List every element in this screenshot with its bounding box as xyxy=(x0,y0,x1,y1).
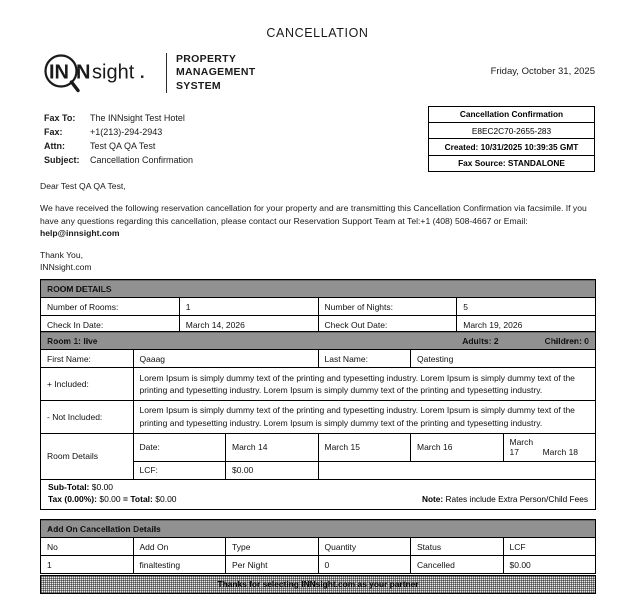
addon-col-addon: Add On xyxy=(133,538,226,556)
fax-number-label: Fax: xyxy=(44,127,63,137)
logo-tagline-line1: PROPERTY xyxy=(176,53,237,65)
rate-date-2: March 15 xyxy=(318,433,411,461)
subject-row xyxy=(44,153,193,167)
addon-table xyxy=(40,519,596,574)
room-children: Children: 0 xyxy=(544,335,589,346)
room-section xyxy=(40,331,596,510)
letter-body xyxy=(40,180,597,273)
room-table xyxy=(40,331,596,480)
letter-paragraph-text: We have received the following reservation cancellation for your property and are transmitting this Cancellation Confirmation via facsimile. If you have any questions regarding this cancellation, please contact our Reservation Support Team at Tel:+1 (408) 508-4667 or Email: xyxy=(40,203,587,226)
addon-section xyxy=(40,519,596,574)
letter-salutation: Dear Test QA QA Test, xyxy=(40,181,126,191)
letter-signature: INNsight.com xyxy=(40,262,92,273)
addon-col-lcf: LCF xyxy=(503,538,596,556)
addon-column-header-row xyxy=(41,538,596,556)
rate-date-3: March 16 xyxy=(411,433,504,461)
room-heading: Room 1: live xyxy=(47,335,98,346)
confirmation-box xyxy=(428,106,595,172)
svg-text:sight: sight xyxy=(92,61,135,84)
total-label: Total: xyxy=(130,493,153,504)
rates-note xyxy=(422,494,588,505)
number-of-nights-value: 5 xyxy=(457,298,596,316)
totals-left xyxy=(48,482,177,505)
tax-value: $0.00 xyxy=(99,493,121,504)
table-row xyxy=(41,368,596,401)
confirmation-heading: Cancellation Confirmation xyxy=(429,107,594,123)
sub-total-label: Sub-Total: xyxy=(48,482,90,493)
room-heading-cell xyxy=(41,332,596,350)
first-name-value: Qaaag xyxy=(133,350,318,368)
sub-total-line xyxy=(48,482,177,494)
table-row xyxy=(41,298,596,316)
confirmation-fax-source: Fax Source: STANDALONE xyxy=(458,157,565,168)
innsight-logo xyxy=(40,52,255,96)
subject-label: Subject: xyxy=(44,155,80,165)
check-in-date-value: March 14, 2026 xyxy=(179,316,318,334)
addon-header-row xyxy=(41,520,596,538)
letter-paragraph xyxy=(40,202,597,239)
room-details-section xyxy=(40,279,596,334)
addon-col-status: Status xyxy=(411,538,504,556)
confirmation-created: Created: 10/31/2025 10:39:35 GMT xyxy=(429,139,594,155)
svg-text:IN: IN xyxy=(49,61,69,84)
letter-thanks: Thank You, xyxy=(40,249,84,260)
rate-date-5-text: March 18 xyxy=(542,447,579,458)
attn-value: Test QA QA Test xyxy=(90,141,156,151)
subject-value: Cancellation Confirmation xyxy=(90,155,194,165)
tax-label: Tax (0.00%): xyxy=(48,493,97,504)
sub-total-value: $0.00 xyxy=(91,482,114,493)
check-out-date-value: March 19, 2026 xyxy=(457,316,596,334)
support-email: help@innsight.com xyxy=(40,228,120,239)
addon-cell-quantity: 0 xyxy=(318,556,411,574)
rate-date-4 xyxy=(503,433,596,461)
tax-total-line xyxy=(48,494,177,506)
room-details-table xyxy=(40,279,596,334)
addon-heading: Add On Cancellation Details xyxy=(41,520,596,538)
note-label: Note: xyxy=(421,494,444,505)
equals-sign: = xyxy=(123,493,128,504)
included-value: Lorem Ipsum is simply dummy text of the printing and typesetting industry. Lorem Ipsum is simply dummy text of the printing and typesetting industry. Lorem Ipsum is simply dummy text of the printing and typesetting industry. xyxy=(133,368,596,401)
innsight-wordmark-icon xyxy=(40,52,160,96)
last-name-value: Qatesting xyxy=(411,350,596,368)
check-out-date-label: Check Out Date: xyxy=(318,316,457,334)
addon-col-quantity: Quantity xyxy=(318,538,411,556)
lcf-row-label: LCF: xyxy=(133,461,226,479)
rate-date-1: March 14 xyxy=(226,433,319,461)
total-value: $0.00 xyxy=(155,493,177,504)
not-included-value: Lorem Ipsum is simply dummy text of the printing and typesetting industry. Lorem Ipsum is simply dummy text of the printing and typesetting industry. Lorem Ipsum is simply dummy text of the printing and typesetting industry. xyxy=(133,400,596,433)
included-label: + Included: xyxy=(41,368,134,401)
addon-col-no: No xyxy=(41,538,134,556)
date-row-label: Date: xyxy=(133,433,226,461)
room-details-header-row xyxy=(41,280,596,298)
room-header-row xyxy=(41,332,596,350)
number-of-rooms-label: Number of Rooms: xyxy=(41,298,180,316)
totals-strip xyxy=(40,480,596,510)
fax-number-value: +1(213)-294-2943 xyxy=(90,127,163,137)
table-row xyxy=(41,350,596,368)
addon-cell-name: finaltesting xyxy=(133,556,226,574)
number-of-nights-label: Number of Nights: xyxy=(318,298,457,316)
fax-to-row xyxy=(44,111,193,125)
not-included-label: - Not Included: xyxy=(41,400,134,433)
fax-to-label: Fax To: xyxy=(44,113,76,123)
check-in-date-label: Check In Date: xyxy=(41,316,180,334)
confirmation-id: E8EC2C70-2655-283 xyxy=(429,123,594,139)
logo-divider xyxy=(166,53,167,93)
svg-text:N: N xyxy=(76,61,91,84)
room-details-row-label: Room Details xyxy=(41,433,134,479)
logo-tagline xyxy=(176,52,255,93)
footer-banner: Thanks for selecting INNsight.com as your partner xyxy=(40,575,596,594)
first-name-label: First Name: xyxy=(41,350,134,368)
addon-cell-status: Cancelled xyxy=(411,556,504,574)
addon-cell-no: 1 xyxy=(41,556,134,574)
fax-number-row xyxy=(44,125,193,139)
fax-to-value: The INNsight Test Hotel xyxy=(90,113,185,123)
table-row xyxy=(41,433,596,461)
attn-label: Attn: xyxy=(44,141,65,151)
addon-cell-type: Per Night xyxy=(226,556,319,574)
attn-row xyxy=(44,139,193,153)
document-header xyxy=(40,52,595,102)
room-details-heading: ROOM DETAILS xyxy=(41,280,596,298)
room-adults: Adults: 2 xyxy=(462,335,499,346)
document-date: Friday, October 31, 2025 xyxy=(490,66,595,77)
lcf-value-1: $0.00 xyxy=(226,461,319,479)
logo-tagline-line3: SYSTEM xyxy=(176,79,221,92)
logo-tagline-line2: MANAGEMENT xyxy=(176,66,256,79)
addon-col-type: Type xyxy=(226,538,319,556)
rate-date-4-text: March 17 xyxy=(509,437,534,458)
addon-cell-lcf: $0.00 xyxy=(503,556,596,574)
fax-meta-block xyxy=(44,111,193,167)
page-title: CANCELLATION xyxy=(266,26,369,40)
number-of-rooms-value: 1 xyxy=(179,298,318,316)
table-row xyxy=(41,400,596,433)
lcf-value-rest xyxy=(318,461,596,479)
note-value: Rates include Extra Person/Child Fees xyxy=(445,494,588,505)
last-name-label: Last Name: xyxy=(318,350,411,368)
table-row xyxy=(41,556,596,574)
